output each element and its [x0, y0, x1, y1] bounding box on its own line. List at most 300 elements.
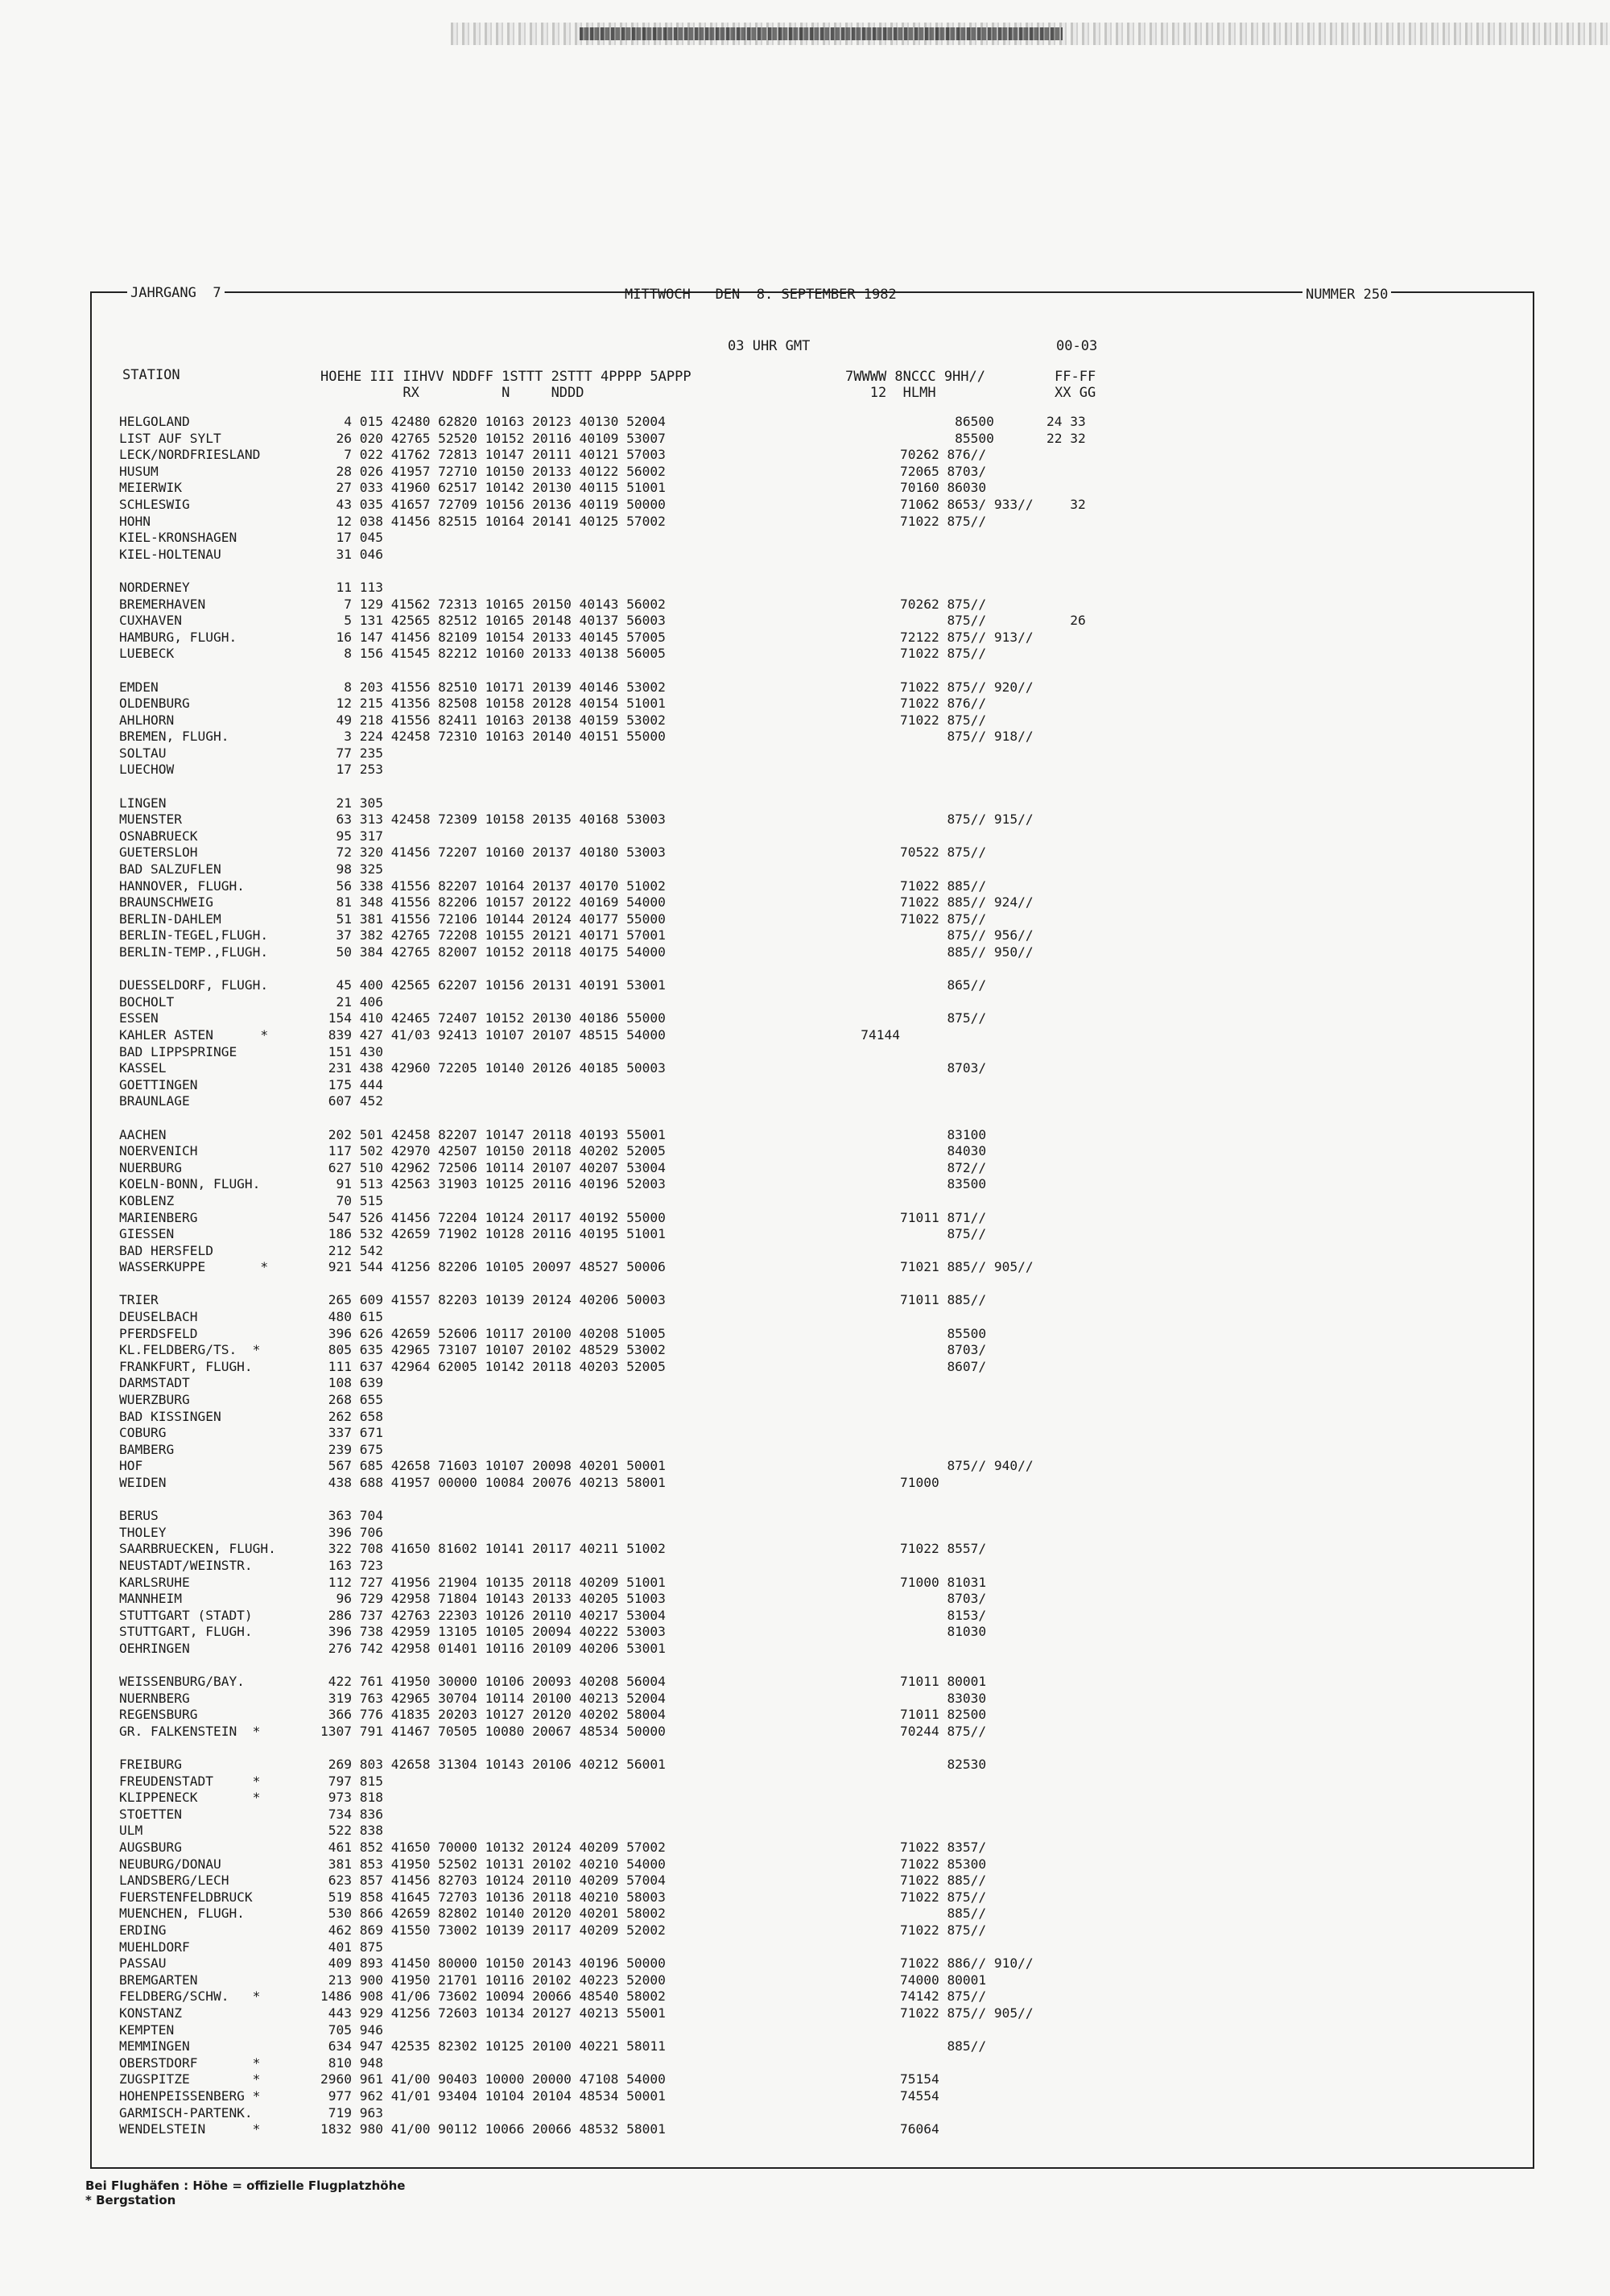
station-name: OBERSTDORF *	[119, 2054, 261, 2071]
supplementary-groups: 74000 80001	[837, 1972, 987, 1988]
supplementary-groups: 71011 82500	[837, 1707, 987, 1723]
supplementary-groups	[837, 861, 1208, 878]
supplementary-groups	[837, 1939, 1208, 1956]
wind-gust	[1046, 1988, 1143, 2005]
wind-gust	[1046, 1972, 1143, 1989]
group-separator	[119, 1741, 330, 1757]
supplementary-groups: 8153/	[837, 1607, 987, 1623]
station-name: KEMPTEN	[119, 2021, 175, 2038]
station-name: NUERBURG	[119, 1159, 182, 1175]
station-name: NEUBURG/DONAU	[119, 1856, 221, 1872]
observation-values: 154 410 42465 72407 10152 20130 40186 55000	[320, 1010, 666, 1026]
supplementary-groups	[837, 1807, 1208, 1823]
wind-gust	[1046, 1575, 1143, 1592]
station-name: AHLHORN	[119, 712, 175, 728]
observation-values: 239 675	[320, 1441, 383, 1457]
supplementary-groups: 71022 886// 910//	[837, 1955, 1034, 1972]
extra-header-line1: 7WWWW 8NCCC 9HH//	[845, 369, 985, 385]
supplementary-groups	[837, 1093, 1208, 1110]
supplementary-groups	[837, 1193, 1208, 1210]
station-name: BRAUNSCHWEIG	[119, 894, 213, 911]
wind-gust	[1046, 1210, 1143, 1227]
supplementary-groups-column	[837, 414, 1208, 2138]
wind-gust	[1046, 828, 1143, 845]
station-name: BERLIN-DAHLEM	[119, 911, 221, 927]
wind-gust	[1046, 1010, 1143, 1027]
wind-gust	[1046, 1127, 1143, 1144]
wind-gust	[1046, 811, 1143, 828]
group-separator	[119, 563, 330, 580]
station-name: MUENSTER	[119, 811, 182, 828]
group-separator	[1046, 663, 1143, 679]
station-name: LIST AUF SYLT	[119, 430, 221, 446]
supplementary-groups: 82530	[837, 1757, 987, 1773]
wind-gust	[1046, 1442, 1143, 1459]
observation-values: 401 875	[320, 1939, 383, 1955]
station-name: HOHENPEISSENBERG *	[119, 2087, 261, 2104]
wind-gust	[1046, 2088, 1143, 2105]
observation-values: 151 430	[320, 1043, 383, 1059]
observation-values: 202 501 42458 82207 10147 20118 40193 55001	[320, 1126, 666, 1142]
observation-values: 567 685 42658 71603 10107 20098 40201 50001	[320, 1458, 666, 1474]
observation-values: 634 947 42535 82302 10125 20100 40221 58011	[320, 2038, 666, 2054]
observation-values: 21 305	[320, 795, 383, 811]
wind-gust	[1046, 547, 1143, 564]
period-label: 00-03	[1056, 338, 1098, 354]
observation-values: 112 727 41956 21904 10135 20118 40209 51001	[320, 1574, 666, 1590]
group-separator	[1046, 1276, 1143, 1293]
wind-gust	[1046, 597, 1143, 613]
observation-values: 63 313 42458 72309 10158 20135 40168 53003	[320, 811, 666, 828]
station-name: EMDEN	[119, 679, 159, 695]
footer-note-mountain: * Bergstation	[85, 2193, 176, 2207]
observation-values: 519 858 41645 72703 10136 20118 40210 58003	[320, 1889, 666, 1905]
observation-values: 56 338 41556 82207 10164 20137 40170 51002	[320, 878, 666, 894]
group-separator	[837, 1276, 1208, 1293]
observation-values: 37 382 42765 72208 10155 20121 40171 57001	[320, 927, 666, 944]
station-name: KARLSRUHE	[119, 1574, 190, 1590]
station-name: STOETTEN	[119, 1806, 182, 1822]
wind-gust	[1046, 1409, 1143, 1426]
supplementary-groups: 74142 875//	[837, 1988, 987, 2005]
wind-gust	[1046, 1342, 1143, 1359]
time-label: 03 UHR GMT	[728, 338, 811, 354]
supplementary-groups	[837, 1823, 1208, 1840]
observation-values: 31 046	[320, 546, 383, 562]
observation-values: 213 900 41950 21701 10116 20102 40223 52000	[320, 1972, 666, 1988]
wind-gust	[1046, 696, 1143, 712]
supplementary-groups: 71022 875//	[837, 911, 987, 927]
wind-gust	[1046, 1641, 1143, 1658]
station-name: OEHRINGEN	[119, 1640, 190, 1656]
group-separator	[1046, 1492, 1143, 1509]
group-separator	[837, 1741, 1208, 1757]
station-name: BERUS	[119, 1508, 159, 1524]
supplementary-groups: 875//	[837, 1010, 987, 1026]
wind-gust	[1046, 1259, 1143, 1276]
observation-values: 77 235	[320, 745, 383, 761]
wind-gust	[1046, 894, 1143, 911]
supplementary-groups	[837, 2022, 1208, 2039]
supplementary-groups: 875// 956//	[837, 927, 1034, 944]
observation-values: 45 400 42565 62207 10156 20131 40191 53001	[320, 977, 666, 993]
observation-values: 265 609 41557 82203 10139 20124 40206 50003	[320, 1292, 666, 1308]
group-separator	[1046, 1110, 1143, 1127]
supplementary-groups: 71022 8557/	[837, 1541, 987, 1557]
station-name: OLDENBURG	[119, 696, 190, 712]
wind-gust	[1046, 1724, 1143, 1741]
station-name: WEIDEN	[119, 1475, 167, 1490]
group-separator	[837, 778, 1208, 795]
wind-gust	[1046, 1060, 1143, 1077]
station-name: SOLTAU	[119, 745, 167, 761]
supplementary-groups: 72122 875// 913//	[837, 629, 1034, 645]
extra-header-line2: 12 HLMH	[845, 385, 936, 401]
observation-values: 2960 961 41/00 90403 10000 20000 47108 54000	[320, 2071, 666, 2087]
group-separator	[119, 961, 330, 978]
supplementary-groups: 70160 86030	[837, 480, 987, 496]
wind-gust	[1046, 1243, 1143, 1260]
supplementary-groups: 71011 80001	[837, 1674, 987, 1690]
station-name: WEISSENBURG/BAY.	[119, 1674, 245, 1690]
station-name: HOF	[119, 1458, 143, 1474]
observation-values: 623 857 41456 82703 10124 20110 40209 57004	[320, 1873, 666, 1889]
observation-values: 7 022 41762 72813 10147 20111 40121 57003	[320, 447, 666, 463]
station-name: MEMMINGEN	[119, 2038, 190, 2054]
supplementary-groups: 85500	[837, 1325, 987, 1341]
wind-gust	[1046, 1541, 1143, 1558]
supplementary-groups: 885//	[837, 2038, 987, 2054]
supplementary-groups: 875//	[837, 613, 987, 629]
supplementary-groups	[837, 2105, 1208, 2122]
supplementary-groups: 875// 915//	[837, 811, 1034, 828]
station-name: AUGSBURG	[119, 1840, 182, 1856]
supplementary-groups: 71022 875//	[837, 1922, 987, 1939]
observation-values: 51 381 41556 72106 10144 20124 40177 55000	[320, 911, 666, 927]
wind-gust	[1046, 679, 1143, 696]
wind-gust	[1046, 1889, 1143, 1906]
wind-gust	[1046, 2105, 1143, 2122]
supplementary-groups	[837, 1442, 1208, 1459]
supplementary-groups: 71022 876//	[837, 696, 987, 712]
observation-values: 163 723	[320, 1557, 383, 1573]
supplementary-groups	[837, 530, 1208, 547]
wind-gust	[1046, 1856, 1143, 1873]
station-name: WUERZBURG	[119, 1392, 190, 1408]
wind-gust	[1046, 1077, 1143, 1094]
group-separator	[1046, 1658, 1143, 1675]
wind-gust	[1046, 1591, 1143, 1608]
ff-header-line1: FF-FF	[1055, 369, 1096, 385]
supplementary-groups	[837, 828, 1208, 845]
wind-gust	[1046, 762, 1143, 778]
station-name: LUEBECK	[119, 646, 175, 662]
wind-gust	[1046, 1027, 1143, 1044]
observation-values: 3 224 42458 72310 10163 20140 40151 55000	[320, 729, 666, 745]
observation-values: 607 452	[320, 1093, 383, 1109]
group-separator	[119, 1658, 330, 1675]
wind-gust	[1046, 1193, 1143, 1210]
observation-values: 396 626 42659 52606 10117 20100 40208 51005	[320, 1325, 666, 1341]
station-name: STUTTGART (STADT)	[119, 1607, 253, 1623]
observation-values: 461 852 41650 70000 10132 20124 40209 57002	[320, 1840, 666, 1856]
wind-gust	[1046, 1922, 1143, 1939]
station-name: PASSAU	[119, 1955, 167, 1972]
supplementary-groups	[837, 1508, 1208, 1525]
station-name: BERLIN-TEMP.,FLUGH.	[119, 944, 269, 960]
station-name: GR. FALKENSTEIN *	[119, 1723, 261, 1739]
jahrgang-label: JAHRGANG 7	[127, 285, 225, 301]
observation-values: 366 776 41835 20203 10127 20120 40202 58004	[320, 1707, 666, 1723]
wind-gust	[1046, 1326, 1143, 1343]
supplementary-groups: 865//	[837, 977, 987, 993]
station-name: KIEL-HOLTENAU	[119, 546, 221, 562]
observation-values: 734 836	[320, 1806, 383, 1822]
station-name: MUEHLDORF	[119, 1939, 190, 1955]
station-name-column	[119, 414, 330, 2138]
station-name: NUERNBERG	[119, 1690, 190, 1706]
station-name: NORDERNEY	[119, 579, 190, 595]
station-name: LANDSBERG/LECH	[119, 1873, 229, 1889]
observation-values: 422 761 41950 30000 10106 20093 40208 56004	[320, 1674, 666, 1690]
station-name: FUERSTENFELDBRUCK	[119, 1889, 253, 1905]
station-name: ERDING	[119, 1922, 167, 1939]
station-name: LUECHOW	[119, 762, 175, 778]
wind-gust	[1046, 1226, 1143, 1243]
observation-values: 262 658	[320, 1408, 383, 1424]
station-name: MEIERWIK	[119, 480, 182, 496]
observation-values: 231 438 42960 72205 10140 20126 40185 50003	[320, 1060, 666, 1076]
station-name: HUSUM	[119, 463, 159, 479]
supplementary-groups: 86500	[837, 414, 994, 429]
wind-gust	[1046, 2055, 1143, 2072]
supplementary-groups: 71022 8357/	[837, 1840, 987, 1856]
group-separator	[1046, 1741, 1143, 1757]
observation-values: 269 803 42658 31304 10143 20106 40212 56001	[320, 1757, 666, 1773]
supplementary-groups	[837, 1044, 1208, 1061]
supplementary-groups	[837, 1077, 1208, 1094]
supplementary-groups: 75154	[837, 2071, 939, 2087]
wind-gust	[1046, 514, 1143, 531]
supplementary-groups	[837, 1774, 1208, 1790]
station-name: GIESSEN	[119, 1226, 175, 1242]
station-name: BOCHOLT	[119, 993, 175, 1010]
observation-values: 7 129 41562 72313 10165 20150 40143 56002	[320, 596, 666, 612]
observation-values: 719 963	[320, 2104, 383, 2120]
group-separator	[119, 1276, 330, 1293]
wind-gust	[1046, 1790, 1143, 1807]
wind-gust	[1046, 1309, 1143, 1326]
station-name: NEUSTADT/WEINSTR.	[119, 1557, 253, 1573]
wind-gust	[1046, 1840, 1143, 1856]
supplementary-groups: 71022 875//	[837, 712, 987, 728]
wind-gust	[1046, 712, 1143, 729]
supplementary-groups: 74554	[837, 2087, 939, 2104]
wind-gust	[1046, 1292, 1143, 1309]
station-name: BREMEN, FLUGH.	[119, 729, 229, 745]
wind-gust: 32	[1046, 496, 1086, 512]
supplementary-groups	[837, 1409, 1208, 1426]
wind-gust	[1046, 2121, 1143, 2138]
wind-gust	[1046, 464, 1143, 481]
observation-values: 5 131 42565 82512 10165 20148 40137 56003	[320, 613, 666, 629]
observation-values: 96 729 42958 71804 10143 20133 40205 51003	[320, 1591, 666, 1607]
supplementary-groups: 885// 950//	[837, 944, 1034, 960]
observation-values: 11 113	[320, 579, 383, 595]
supplementary-groups: 71022 885//	[837, 1873, 987, 1889]
group-separator	[837, 1658, 1208, 1675]
wind-gust	[1046, 1425, 1143, 1442]
station-name: BAMBERG	[119, 1441, 175, 1457]
wind-gust	[1046, 1458, 1143, 1475]
wind-gust	[1046, 1525, 1143, 1542]
group-separator	[837, 1492, 1208, 1509]
wind-gust-column	[1046, 414, 1143, 2138]
wind-gust	[1046, 1691, 1143, 1708]
station-name: GUETERSLOH	[119, 844, 198, 861]
supplementary-groups: 70522 875//	[837, 844, 987, 861]
observation-values: 1307 791 41467 70505 10080 20067 48534 50000	[320, 1723, 666, 1739]
station-name: REGENSBURG	[119, 1707, 198, 1723]
observation-values: 72 320 41456 72207 10160 20137 40180 53003	[320, 844, 666, 861]
wind-gust	[1046, 1508, 1143, 1525]
observation-values: 117 502 42970 42507 10150 20118 40202 52005	[320, 1143, 666, 1159]
observation-values: 973 818	[320, 1790, 383, 1806]
wind-gust	[1046, 1823, 1143, 1840]
wind-gust	[1046, 861, 1143, 878]
wind-gust	[1046, 1359, 1143, 1376]
station-name: ULM	[119, 1823, 143, 1839]
observation-values: 27 033 41960 62517 10142 20130 40115 51001	[320, 480, 666, 496]
station-name: WASSERKUPPE *	[119, 1259, 269, 1275]
station-name: BRAUNLAGE	[119, 1093, 190, 1109]
group-separator	[1046, 563, 1143, 580]
group-separator	[837, 1110, 1208, 1127]
wind-gust	[1046, 944, 1143, 961]
wind-gust	[1046, 795, 1143, 812]
station-name: SCHLESWIG	[119, 496, 190, 512]
station-name: HELGOLAND	[119, 414, 190, 429]
observation-values: 17 045	[320, 530, 383, 546]
observation-values: 212 542	[320, 1242, 383, 1258]
wind-gust	[1046, 878, 1143, 895]
wind-gust	[1046, 1558, 1143, 1575]
station-name: BAD LIPPSPRINGE	[119, 1043, 237, 1059]
wind-gust	[1046, 729, 1143, 745]
station-name: KL.FELDBERG/TS. *	[119, 1342, 261, 1358]
supplementary-groups: 83100	[837, 1126, 987, 1142]
group-separator	[837, 663, 1208, 679]
observation-values: 26 020 42765 52520 10152 20116 40109 53007	[320, 430, 666, 446]
wind-gust	[1046, 2038, 1143, 2055]
wind-gust	[1046, 844, 1143, 861]
wind-gust	[1046, 1674, 1143, 1691]
observation-values: 921 544 41256 82206 10105 20097 48527 50006	[320, 1259, 666, 1275]
wind-gust	[1046, 1044, 1143, 1061]
station-name: BAD SALZUFLEN	[119, 861, 221, 878]
supplementary-groups: 71021 885// 905//	[837, 1259, 1034, 1275]
observation-values: 409 893 41450 80000 10150 20143 40196 50000	[320, 1955, 666, 1972]
supplementary-groups: 71022 885//	[837, 878, 987, 894]
station-name: BAD HERSFELD	[119, 1242, 213, 1258]
observation-values: 17 253	[320, 762, 383, 778]
supplementary-groups: 83030	[837, 1690, 987, 1706]
supplementary-groups	[837, 1641, 1208, 1658]
station-name: KIEL-KRONSHAGEN	[119, 530, 237, 546]
observation-values: 50 384 42765 82007 10152 20118 40175 54000	[320, 944, 666, 960]
wind-gust	[1046, 1475, 1143, 1492]
station-name: FREIBURG	[119, 1757, 182, 1773]
observation-values: 480 615	[320, 1309, 383, 1325]
observation-values: 286 737 42763 22303 10126 20110 40217 53004	[320, 1607, 666, 1623]
wind-gust	[1046, 1707, 1143, 1724]
supplementary-groups: 71022 875//	[837, 646, 987, 662]
station-name: BREMERHAVEN	[119, 596, 206, 612]
supplementary-groups: 71022 875// 905//	[837, 2005, 1034, 2021]
supplementary-groups	[837, 1558, 1208, 1575]
supplementary-groups: 81030	[837, 1624, 987, 1640]
wind-gust	[1046, 2022, 1143, 2039]
wind-gust	[1046, 1807, 1143, 1823]
wind-gust: 22 32	[1046, 430, 1086, 446]
group-separator	[1046, 778, 1143, 795]
station-name: KAHLER ASTEN *	[119, 1026, 269, 1043]
station-name: AACHEN	[119, 1126, 167, 1142]
station-name: ESSEN	[119, 1010, 159, 1026]
column-header-line1: HOEHE III IIHVV NDDFF 1STTT 2STTT 4PPPP 5APPP	[320, 369, 691, 385]
wind-gust	[1046, 580, 1143, 597]
station-name: HAMBURG, FLUGH.	[119, 629, 237, 645]
observation-values: 276 742 42958 01401 10116 20109 40206 53001	[320, 1640, 666, 1656]
supplementary-groups: 76064	[837, 2121, 939, 2137]
observation-values: 1486 908 41/06 73602 10094 20066 48540 58002	[320, 1988, 666, 2005]
observation-values: 363 704	[320, 1508, 383, 1524]
supplementary-groups	[837, 1309, 1208, 1326]
supplementary-groups: 875// 918//	[837, 729, 1034, 745]
station-name: PFERDSFELD	[119, 1325, 198, 1341]
station-name: MANNHEIM	[119, 1591, 182, 1607]
station-name: KONSTANZ	[119, 2005, 182, 2021]
observation-values: 28 026 41957 72710 10150 20133 40122 56002	[320, 463, 666, 479]
supplementary-groups	[837, 1243, 1208, 1260]
station-name: TRIER	[119, 1292, 159, 1308]
footer-note-airports: Bei Flughäfen : Höhe = offizielle Flugplatzhöhe	[85, 2178, 406, 2193]
supplementary-groups: 70244 875//	[837, 1723, 987, 1739]
observation-values: 21 406	[320, 993, 383, 1010]
supplementary-groups	[837, 994, 1208, 1011]
observation-values: 705 946	[320, 2021, 383, 2038]
group-separator	[837, 961, 1208, 978]
supplementary-groups: 872//	[837, 1159, 987, 1175]
wind-gust	[1046, 530, 1143, 547]
supplementary-groups	[837, 1425, 1208, 1442]
wind-gust	[1046, 911, 1143, 928]
wind-gust	[1046, 630, 1143, 646]
column-header-line2: RX N NDDD	[320, 385, 584, 401]
supplementary-groups: 71062 8653/ 933//	[837, 496, 1034, 512]
supplementary-groups: 70262 876//	[837, 447, 987, 463]
observation-values: 1832 980 41/00 90112 10066 20066 48532 58001	[320, 2121, 666, 2137]
observation-values: 627 510 42962 72506 10114 20107 40207 53004	[320, 1159, 666, 1175]
observation-values: 522 838	[320, 1823, 383, 1839]
group-separator	[119, 778, 330, 795]
observation-values: 322 708 41650 81602 10141 20117 40211 51002	[320, 1541, 666, 1557]
station-name: BERLIN-TEGEL,FLUGH.	[119, 927, 269, 944]
group-separator	[119, 663, 330, 679]
station-name: CUXHAVEN	[119, 613, 182, 629]
station-name: GOETTINGEN	[119, 1076, 198, 1092]
station-name: KOELN-BONN, FLUGH.	[119, 1176, 261, 1192]
